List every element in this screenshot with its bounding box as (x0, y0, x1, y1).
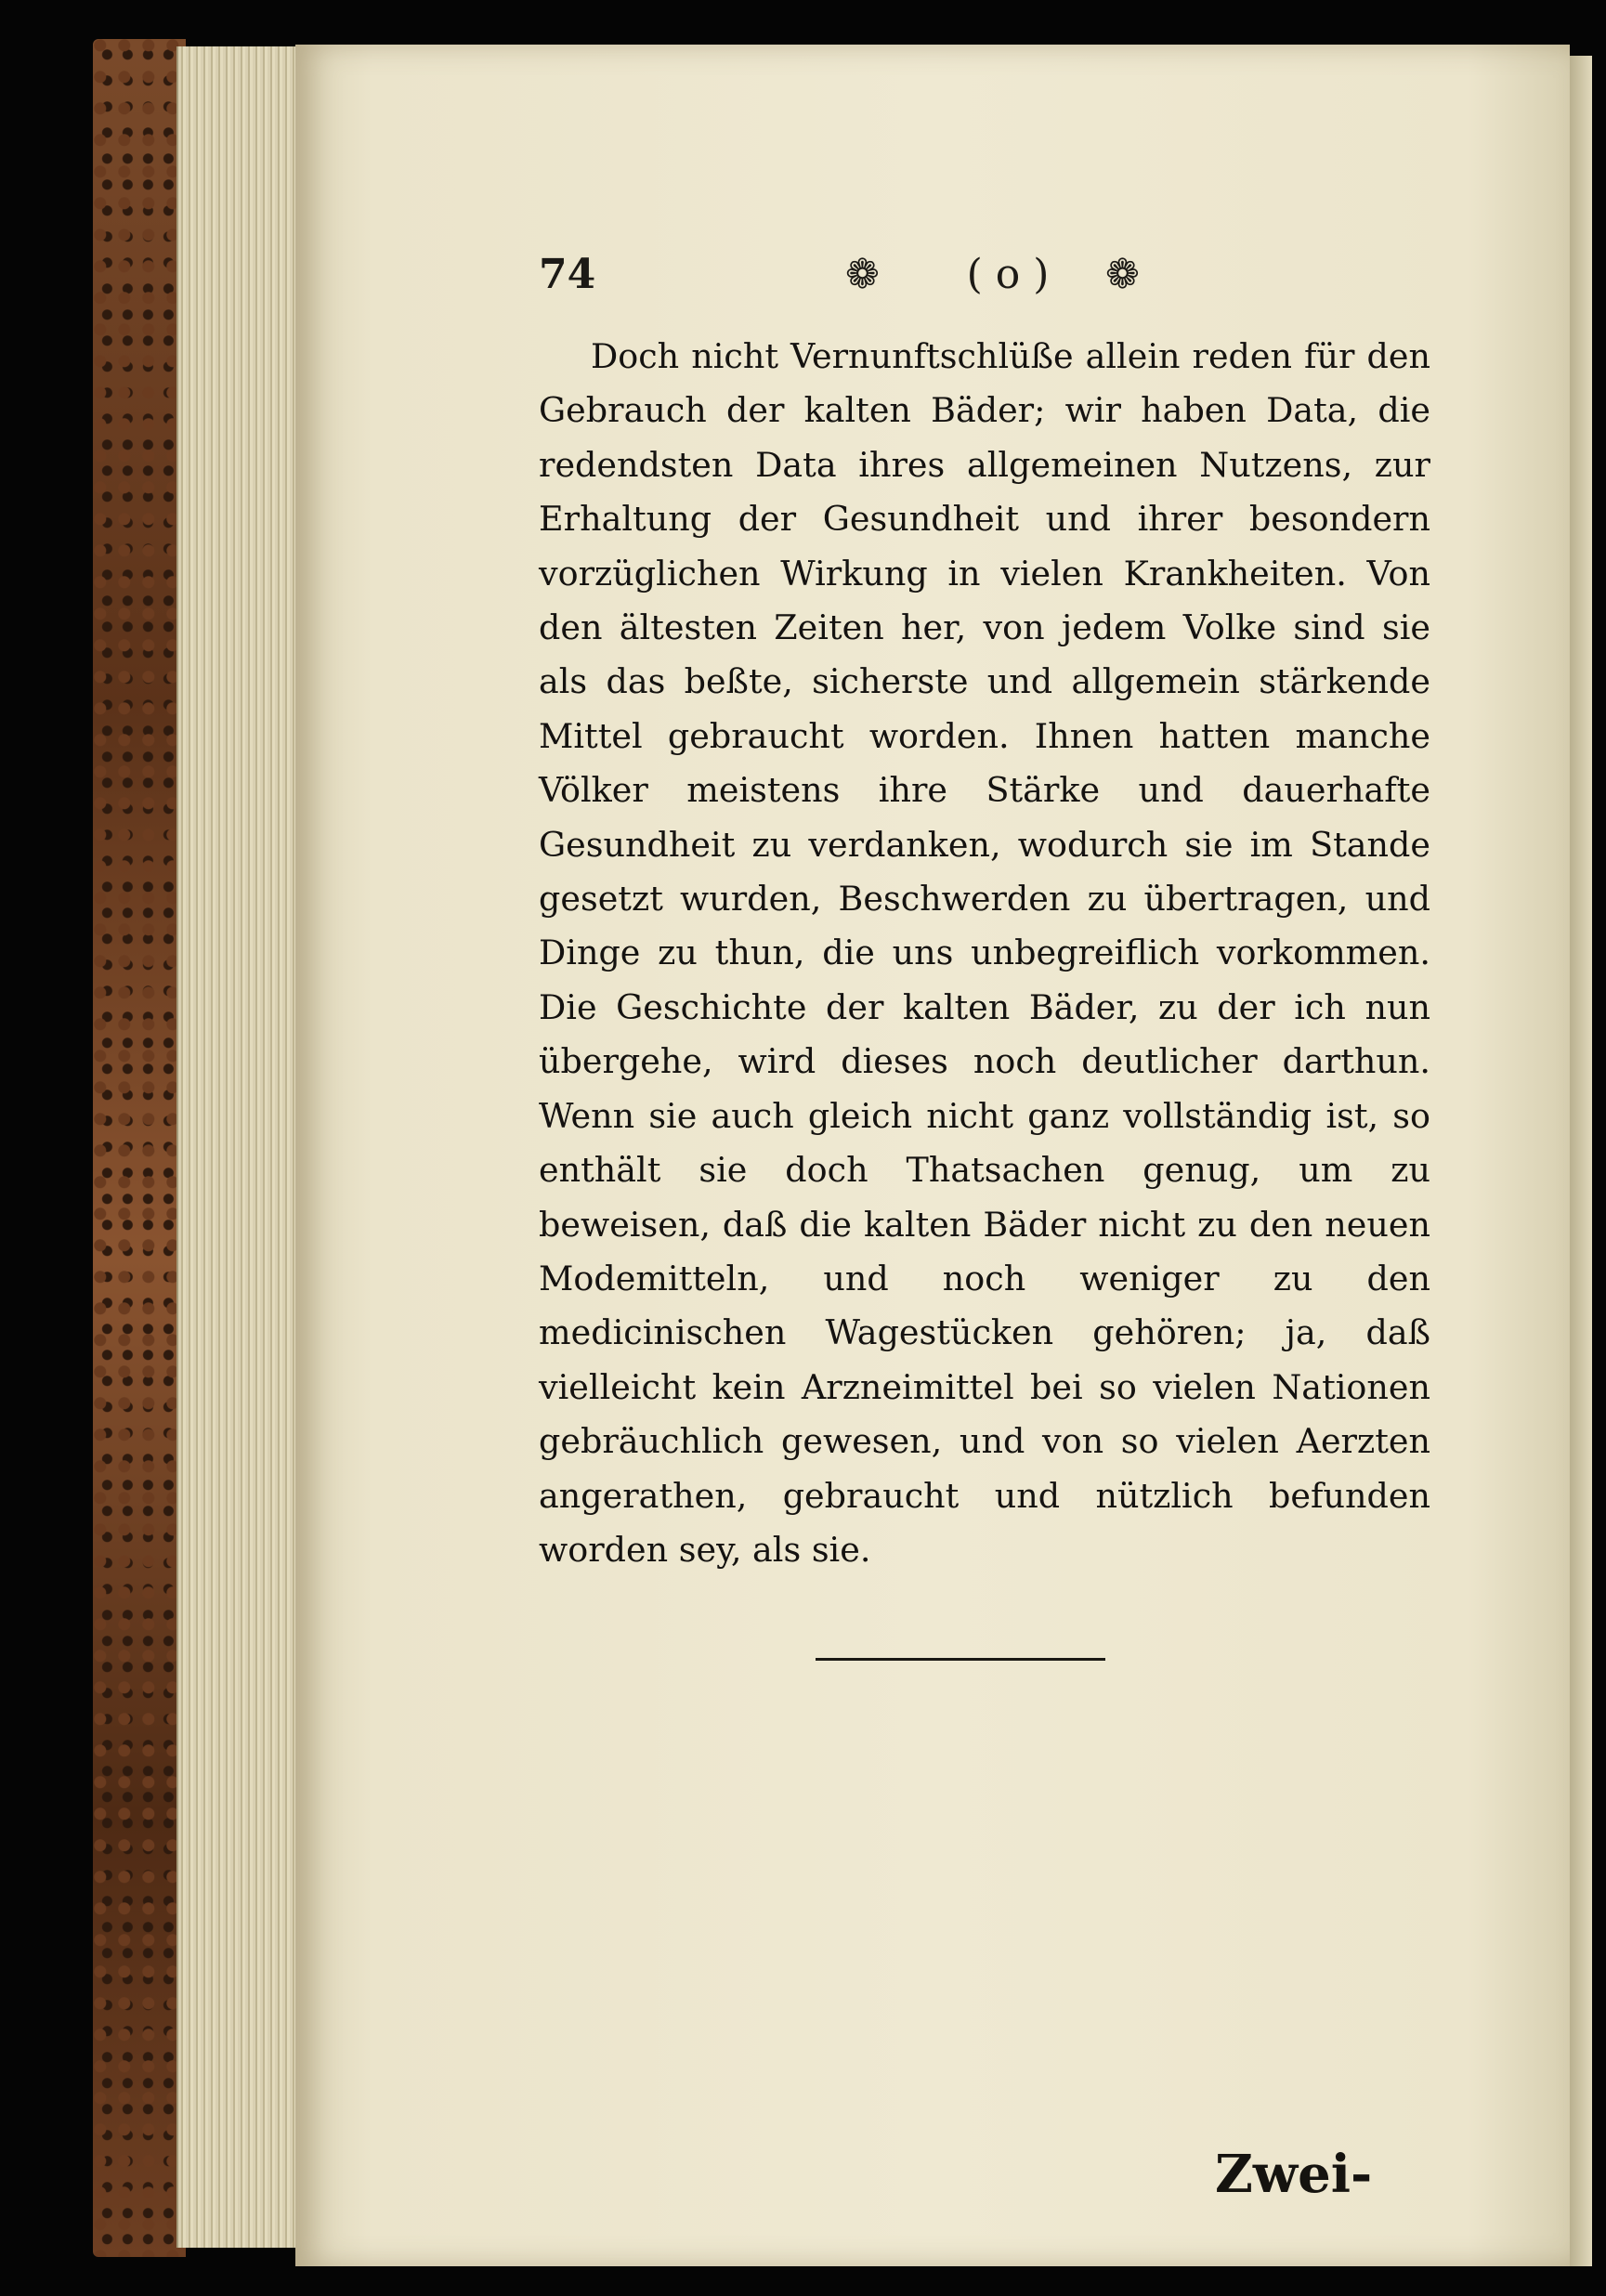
facing-page-edge (1570, 56, 1592, 2266)
page-number: 74 (539, 251, 596, 298)
section-divider (816, 1658, 1105, 1661)
ornament-right-icon: ❁ (1105, 251, 1140, 298)
page-header (539, 249, 1430, 301)
catchword: Zwei- (1215, 2144, 1373, 2205)
marbled-cover (93, 39, 186, 2257)
ornament-left-icon: ❁ (845, 251, 880, 298)
page-edges (176, 46, 308, 2248)
body-paragraph: Doch nicht Vernunftschlüße allein reden für den Gebrauch der kalten Bäder; wir haben Data, die redendsten Data ihres allgemeinen Nutzens, zur Erhaltung der Gesundheit und ihrer besondern vorzüglichen Wirkung in vielen Krankheiten. Von den ältesten Zeiten her, von jedem Volke sind sie als das beßte, sicherste und allgemein stärkende Mittel gebraucht worden. Ihnen hatten manche Völker meistens ihre Stärke und dauerhafte Gesundheit zu verdanken, wodurch sie im Stande gesetzt wurden, Beschwerden zu übertragen, und Dinge zu thun, die uns unbegreiflich vorkommen. Die Geschichte der kalten Bäder, zu der ich nun übergehe, wird dieses noch deutlicher darthun. Wenn sie auch gleich nicht ganz vollständig ist, so enthält sie doch Thatsachen genug, um zu beweisen, daß die kalten Bäder nicht zu den neuen Modemitteln, und noch weniger zu den medicinischen Wagestücken gehören; ja, daß vielleicht kein Arzneimittel bei so vielen Nationen gebräuchlich gewesen, und von so vielen Aerzten angerathen, gebraucht und nützlich befunden worden sey, als sie. (539, 336, 1430, 1570)
running-head: ( o ) (966, 251, 1050, 298)
